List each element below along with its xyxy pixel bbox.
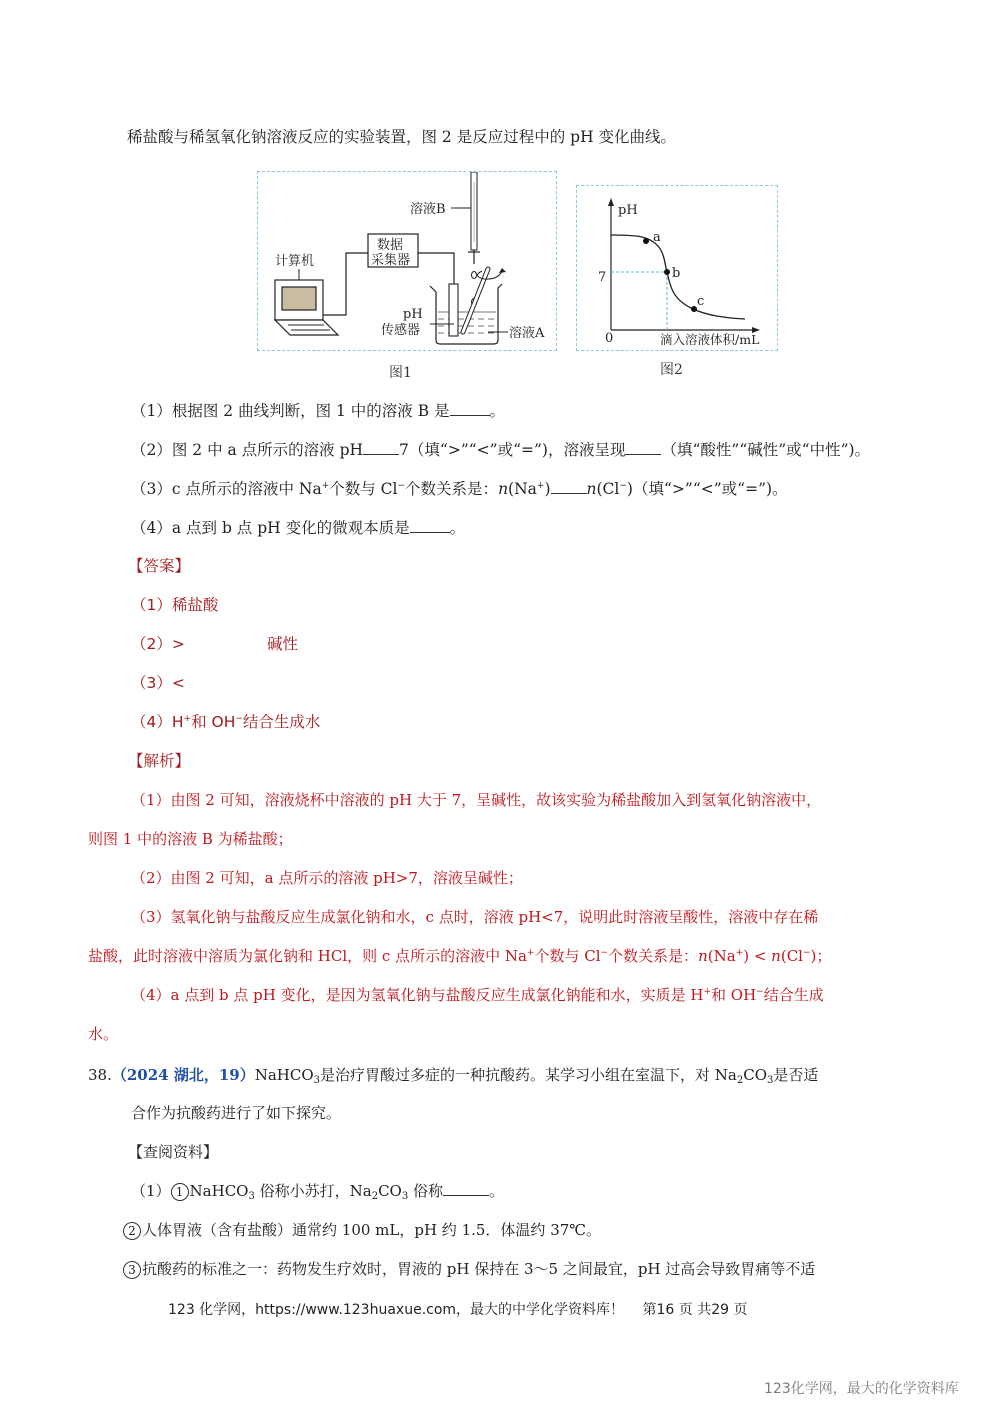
answer-blank[interactable] — [410, 518, 450, 533]
analysis-heading: 【解析】 — [128, 752, 191, 770]
point-a — [643, 238, 649, 244]
answer-2-right: 碱性 — [267, 635, 299, 653]
question-4: （4）a 点到 b 点 pH 变化的微观本质是 。 — [131, 519, 466, 537]
circled-number-1: 1 — [171, 1183, 189, 1201]
figure-1 — [257, 171, 557, 351]
answer-blank[interactable] — [551, 479, 587, 494]
burette-icon — [468, 172, 480, 306]
answer-4: （4）H+和 OH−结合生成水 — [131, 713, 321, 731]
answer-2-left: （2）> — [131, 635, 185, 653]
analysis-1-line2: 则图 1 中的溶液 B 为稀盐酸； — [88, 830, 293, 848]
y-axis-label: pH — [618, 203, 638, 218]
point-a-label: a — [653, 230, 661, 245]
reference-1: （1） 1 NaHCO$_3$ 俗称小苏打，$Na_2CO_3$ 俗称 。 — [131, 1182, 505, 1202]
sensor-label-line2: 传感器 — [381, 323, 421, 338]
page-number: 第16 页 共29 页 — [642, 1302, 748, 1318]
question-number: 38. — [88, 1066, 112, 1084]
x-axis-label: 滴入溶液体积/mL — [660, 332, 760, 347]
answer-blank[interactable] — [363, 440, 399, 455]
analysis-1-line1: （1）由图 2 可知，溶液烧杯中溶液的 pH 大于 7，呈碱性，故该实验为稀盐酸加入到氢氧化钠溶液中， — [131, 791, 822, 809]
page-footer — [168, 1299, 747, 1319]
analysis-4-line2: 水。 — [88, 1025, 119, 1043]
beaker-icon — [430, 268, 506, 344]
figure-2 — [576, 185, 778, 351]
question-3: （3）c 点所示的溶液中 Na+个数与 Cl−个数关系是：n(Na+) n(Cl−)（填“>”“<”或“=”)。 — [131, 480, 788, 498]
sensor-label-line1: pH — [403, 307, 423, 322]
answer-blank[interactable] — [443, 1181, 489, 1196]
experiment-apparatus-diagram — [258, 172, 556, 350]
watermark: 123化学网，最大的化学资料库 — [764, 1381, 959, 1397]
question-38-line2: 合作为抗酸药进行了如下探究。 — [131, 1104, 342, 1122]
solution-a-label: 溶液A — [509, 326, 545, 341]
intro-text: 稀盐酸与稀氢氧化钠溶液反应的实验装置，图 2 是反应过程中的 pH 变化曲线。 — [127, 128, 677, 146]
reference-2: 2 人体胃液（含有盐酸）通常约 100 mL，pH 约 1.5．体温约 37℃。 — [123, 1220, 601, 1240]
y-tick-7: 7 — [598, 270, 607, 285]
computer-icon — [275, 269, 338, 335]
question-source: （2024 湖北，19） — [111, 1066, 255, 1084]
origin-label: 0 — [605, 331, 614, 346]
computer-label: 计算机 — [275, 254, 315, 269]
question-2: （2）图 2 中 a 点所示的溶液 pH 7（填“>”“<”或“=”)，溶液呈现 （填“酸性”“碱性”或“中性”)。 — [131, 441, 871, 459]
collector-label-line2: 采集器 — [371, 253, 411, 268]
circled-number-3: 3 — [123, 1261, 141, 1279]
answer-1: （1）稀盐酸 — [131, 596, 219, 614]
ph-curve-chart — [577, 186, 777, 350]
collector-label-line1: 数据 — [377, 238, 404, 253]
answer-blank[interactable] — [450, 401, 490, 416]
analysis-3-line2: 盐酸，此时溶液中溶质为氯化钠和 HCl，则 c 点所示的溶液中 Na+个数与 Cl−个数关系是：n(Na+) < n(Cl−)； — [88, 947, 832, 965]
question-38-line1: 38.（2024 湖北，19）NaHCO$_3$是治疗胃酸过多症的一种抗酸药。某学习小组在室温下，对 $Na_2CO_3$是否适 — [88, 1066, 819, 1086]
point-b — [664, 269, 670, 275]
answer-heading: 【答案】 — [128, 557, 191, 575]
answer-3: （3）< — [131, 674, 185, 692]
solution-b-label: 溶液B — [410, 202, 446, 217]
reference-3: 3 抗酸药的标准之一：药物发生疗效时，胃液的 pH 保持在 3～5 之间最宜，pH 过高会导致胃痛等不适 — [123, 1259, 815, 1279]
reference-heading: 【查阅资料】 — [128, 1143, 219, 1161]
point-c-label: c — [697, 294, 705, 309]
question-1: （1）根据图 2 曲线判断，图 1 中的溶液 B 是 。 — [131, 402, 506, 420]
figure-2-caption: 图2 — [660, 362, 683, 378]
point-b-label: b — [672, 266, 681, 281]
figure-1-caption: 图1 — [389, 365, 412, 381]
analysis-4-line1: （4）a 点到 b 点 pH 变化，是因为氢氧化钠与盐酸反应生成氯化钠能和水，实质是 H+和 OH−结合生成 — [131, 986, 824, 1004]
analysis-2: （2）由图 2 可知，a 点所示的溶液 pH>7，溶液呈碱性； — [131, 869, 523, 887]
footer-site-text: 123 化学网，https://www.123huaxue.com，最大的中学化学资料库！ — [168, 1302, 625, 1318]
analysis-3-line1: （3）氢氧化钠与盐酸反应生成氯化钠和水，c 点时，溶液 pH<7，说明此时溶液呈酸性，溶液中存在稀 — [131, 908, 819, 926]
answer-blank[interactable] — [625, 440, 661, 455]
circled-number-2: 2 — [123, 1222, 141, 1240]
